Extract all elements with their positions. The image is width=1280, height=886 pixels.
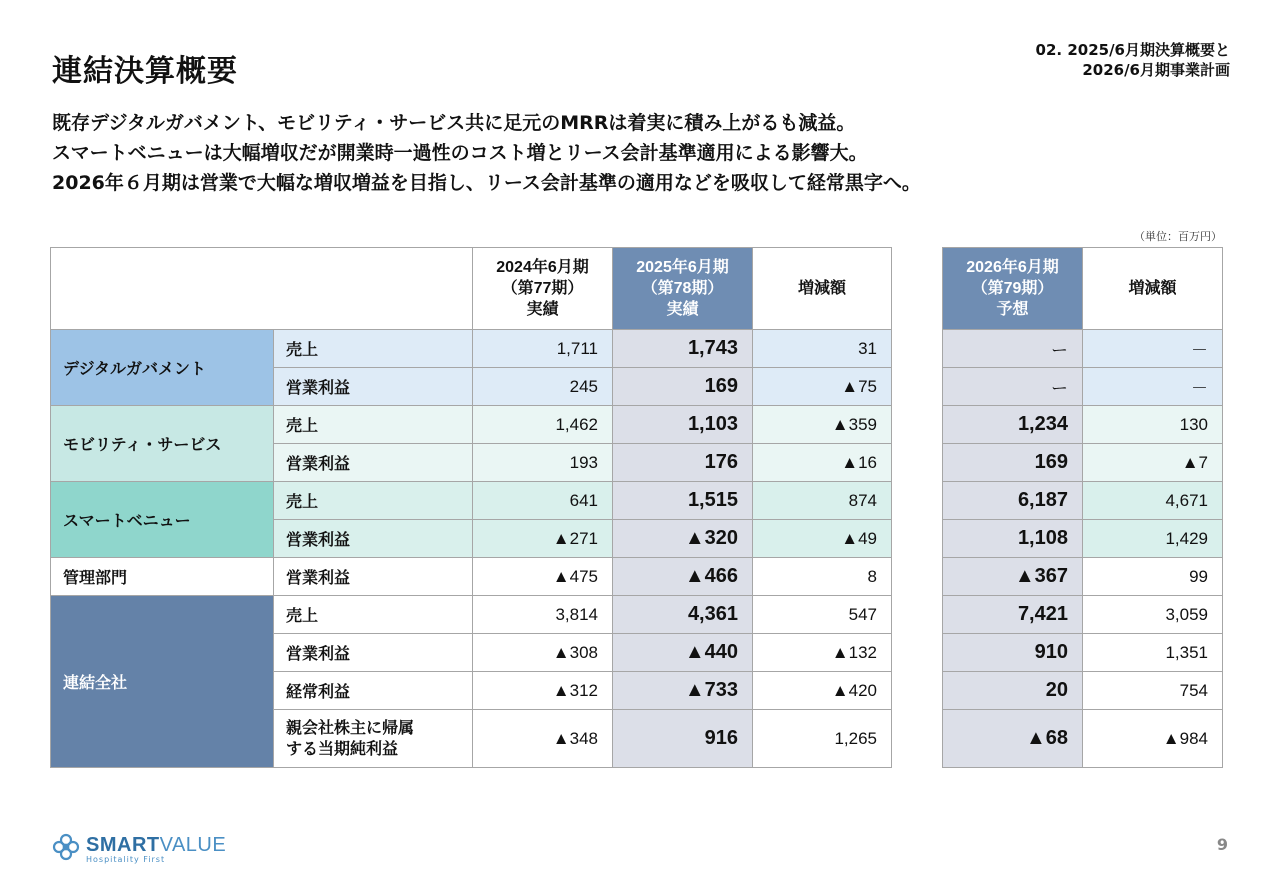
cell-diff2: 4,671 — [1083, 482, 1223, 520]
brand-name-b: VALUE — [159, 833, 227, 856]
cell-fy2026: 910 — [943, 634, 1083, 672]
table-row — [943, 596, 1223, 634]
table-row — [943, 634, 1223, 672]
cell-fy2025: ▲466 — [613, 558, 753, 596]
table-row — [943, 520, 1223, 558]
results-table — [50, 247, 892, 768]
table-row — [943, 558, 1223, 596]
cell-fy2024: ▲348 — [473, 710, 613, 768]
cell-fy2026: ▲68 — [943, 710, 1083, 768]
table-row — [51, 406, 892, 444]
headline-line-2: スマートベニューは大幅増収だが開業時一過性のコスト増とリース会計基準適用による影響大。 — [52, 142, 868, 164]
cell-diff: 8 — [753, 558, 892, 596]
page-title: 連結決算概要 — [52, 54, 238, 89]
cell-fy2025: 1,103 — [613, 406, 753, 444]
segment-consolidated: 連結全社 — [51, 596, 274, 768]
brand-name — [86, 835, 226, 855]
header-row — [51, 248, 892, 330]
header-fy2026 — [943, 248, 1083, 330]
header-fy2025-type: 実績 — [666, 301, 699, 318]
header-fy2025 — [613, 248, 753, 330]
header-row — [943, 248, 1223, 330]
cell-diff2: ▲984 — [1083, 710, 1223, 768]
segment-digital: デジタルガバメント — [51, 330, 274, 406]
cell-diff: 547 — [753, 596, 892, 634]
metric-net — [274, 710, 473, 768]
metric-net-line-2: する当期純利益 — [286, 740, 399, 758]
cell-fy2026: ▲367 — [943, 558, 1083, 596]
metric-net-line-1: 親会社株主に帰属 — [286, 719, 415, 737]
section-line-2: 2026/6月期事業計画 — [1082, 61, 1230, 79]
cell-diff: ▲49 — [753, 520, 892, 558]
section-label — [1036, 40, 1230, 80]
metric-op: 営業利益 — [274, 368, 473, 406]
table-row — [51, 596, 892, 634]
headline — [52, 108, 921, 198]
table-row — [943, 444, 1223, 482]
cell-fy2024: 1,462 — [473, 406, 613, 444]
headline-line-3: 2026年６月期は営業で大幅な増収増益を目指し、リース会計基準の適用などを吸収して経常黒字へ。 — [52, 172, 921, 194]
brand-name-a: SMART — [86, 833, 160, 856]
cell-diff: 1,265 — [753, 710, 892, 768]
cell-fy2025: ▲733 — [613, 672, 753, 710]
cell-diff: ▲359 — [753, 406, 892, 444]
metric-op: 営業利益 — [274, 558, 473, 596]
cell-fy2024: 3,814 — [473, 596, 613, 634]
metric-sales: 売上 — [274, 330, 473, 368]
table-row — [51, 482, 892, 520]
header-fy2026-period: 2026年6月期 — [966, 259, 1059, 276]
cell-fy2025: 916 — [613, 710, 753, 768]
header-fy2026-term: （第79期） — [971, 280, 1054, 297]
metric-sales: 売上 — [274, 482, 473, 520]
section-line-1: 02. 2025/6月期決算概要と — [1035, 41, 1230, 59]
brand-tagline: Hospitality First — [86, 854, 166, 864]
segment-mobility: モビリティ・サービス — [51, 406, 274, 482]
cell-diff: 31 — [753, 330, 892, 368]
cell-fy2025: ▲440 — [613, 634, 753, 672]
unit-label: （単位：百万円） — [1134, 230, 1222, 243]
cell-diff2: 99 — [1083, 558, 1223, 596]
cell-diff2: ▲7 — [1083, 444, 1223, 482]
cell-fy2024: 1,711 — [473, 330, 613, 368]
cell-fy2025: 176 — [613, 444, 753, 482]
cell-diff2: － — [1083, 330, 1223, 368]
cell-fy2026: 20 — [943, 672, 1083, 710]
header-blank — [51, 248, 473, 330]
cell-fy2025: 1,515 — [613, 482, 753, 520]
cell-fy2024: 641 — [473, 482, 613, 520]
page-number: 9 — [1216, 835, 1228, 854]
table-row — [51, 330, 892, 368]
cell-fy2024: 193 — [473, 444, 613, 482]
metric-sales: 売上 — [274, 596, 473, 634]
forecast-table — [942, 247, 1223, 768]
cell-fy2024: 245 — [473, 368, 613, 406]
cell-diff: ▲16 — [753, 444, 892, 482]
header-fy2024 — [473, 248, 613, 330]
cell-diff2: 1,351 — [1083, 634, 1223, 672]
cell-fy2026: ー — [943, 368, 1083, 406]
header-fy2025-period: 2025年6月期 — [636, 259, 729, 276]
table-row — [943, 368, 1223, 406]
cell-fy2024: ▲271 — [473, 520, 613, 558]
cell-diff2: 1,429 — [1083, 520, 1223, 558]
flower-logo-icon — [52, 833, 80, 865]
cell-diff: ▲420 — [753, 672, 892, 710]
segment-admin: 管理部門 — [51, 558, 274, 596]
cell-fy2024: ▲308 — [473, 634, 613, 672]
cell-fy2025: 1,743 — [613, 330, 753, 368]
cell-fy2026: 169 — [943, 444, 1083, 482]
cell-fy2025: 4,361 — [613, 596, 753, 634]
header-fy2024-period: 2024年6月期 — [496, 259, 589, 276]
cell-diff2: － — [1083, 368, 1223, 406]
cell-diff: ▲75 — [753, 368, 892, 406]
metric-sales: 売上 — [274, 406, 473, 444]
cell-fy2024: ▲312 — [473, 672, 613, 710]
table-row — [943, 406, 1223, 444]
header-diff2: 増減額 — [1083, 248, 1223, 330]
metric-ordinary: 経常利益 — [274, 672, 473, 710]
metric-op: 営業利益 — [274, 520, 473, 558]
cell-fy2025: ▲320 — [613, 520, 753, 558]
cell-fy2026: 1,234 — [943, 406, 1083, 444]
cell-fy2026: 1,108 — [943, 520, 1083, 558]
cell-diff2: 754 — [1083, 672, 1223, 710]
table-row — [943, 710, 1223, 768]
metric-op: 営業利益 — [274, 634, 473, 672]
cell-diff: ▲132 — [753, 634, 892, 672]
company-logo — [52, 833, 226, 865]
table-row — [943, 672, 1223, 710]
table-row — [51, 558, 892, 596]
header-fy2025-term: （第78期） — [641, 280, 724, 297]
header-fy2024-type: 実績 — [526, 301, 559, 318]
header-fy2024-term: （第77期） — [501, 280, 584, 297]
cell-fy2024: ▲475 — [473, 558, 613, 596]
cell-fy2026: ー — [943, 330, 1083, 368]
table-row — [943, 330, 1223, 368]
cell-diff: 874 — [753, 482, 892, 520]
headline-line-1: 既存デジタルガバメント、モビリティ・サービス共に足元のMRRは着実に積み上がるも減益。 — [52, 112, 856, 134]
cell-fy2026: 7,421 — [943, 596, 1083, 634]
cell-diff2: 130 — [1083, 406, 1223, 444]
cell-fy2026: 6,187 — [943, 482, 1083, 520]
cell-fy2025: 169 — [613, 368, 753, 406]
table-row — [943, 482, 1223, 520]
cell-diff2: 3,059 — [1083, 596, 1223, 634]
logo-text — [86, 835, 226, 864]
header-fy2026-type: 予想 — [996, 301, 1029, 318]
metric-op: 営業利益 — [274, 444, 473, 482]
segment-venue: スマートベニュー — [51, 482, 274, 558]
header-diff: 増減額 — [753, 248, 892, 330]
